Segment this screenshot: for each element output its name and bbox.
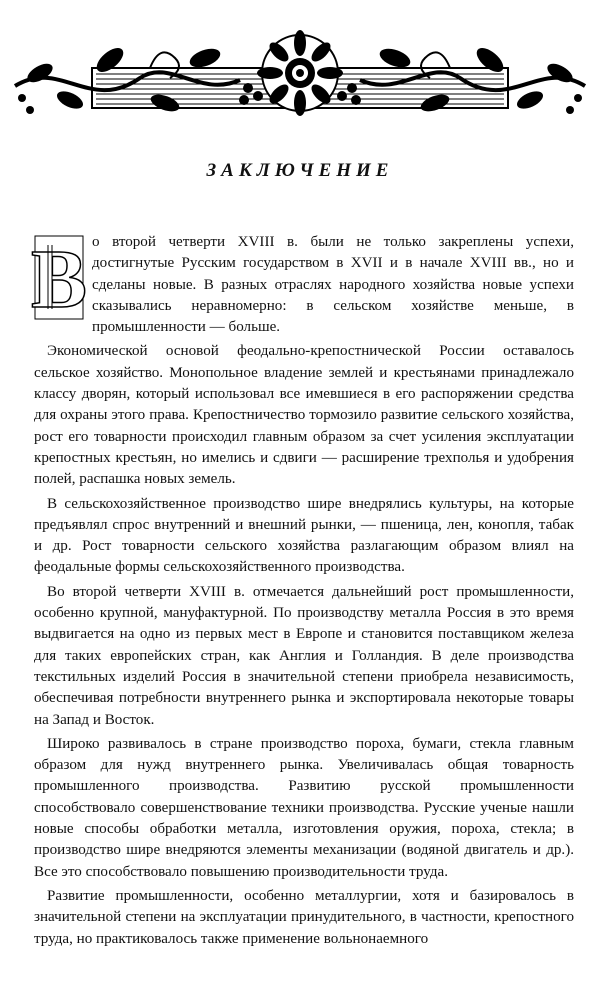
paragraph bbox=[30, 232, 574, 338]
document-body bbox=[30, 232, 574, 953]
paragraph-text: о второй четверти XVIII в. были не только закреплены успехи, достигнутые Русским государством в XVII и в начале XVIII вв., но и сделаны новые. В разных отраслях народного хозяйства новые успехи сказывались неравномерно: в сельском хозяйстве меньше, в промышленности — больше. bbox=[92, 234, 574, 336]
page-title: ЗАКЛЮЧЕНИЕ bbox=[206, 160, 394, 181]
drop-cap bbox=[30, 233, 88, 326]
paragraph: В сельскохозяйственное производство шире внедрялись культуры, на которые предъявлял спрос внутренний и внешний рынки, — пшеница, лен, конопля, табак и др. Рост товарности сельского хозяйства разлагающим образом влиял на феодальные формы сельскохозяйственного производства. bbox=[34, 495, 574, 576]
paragraph: Во второй четверти XVIII в. отмечается дальнейший рост промышленности, особенно крупной, мануфактурной. По производству металла Россия в это время выдвигается на одно из первых мест в Европе и становится поставщиком железа для таких европейских стран, как Англия и Голландия. В деле производства текстильных изделий Россия в значительной степени приобрела независимость, обеспечивая потребности внутреннего рынка и экспортировала некоторые товары на Запад и Восток. bbox=[34, 583, 574, 728]
drop-cap-letter: В bbox=[30, 233, 88, 326]
decorative-floral-header bbox=[0, 18, 600, 126]
paragraph: Широко развивалось в стране производство пороха, бумаги, стекла главным образом для нужд внутреннего рынка. Увеличивалась общая товарность промышленного производства. Развитию русской промышленности способствовало совершенствование техники производства. Русские ученые нашли новые способы обработки металла, изготовления оружия, пороха, стекла; в производство шире внедряются элементы механизации (водяной двигатель и др.). Все это способствовало повышению производительности труда. bbox=[34, 735, 574, 880]
paragraph: Экономической основой феодально-крепостнической России оставалось сельское хозяйство. Монопольное владение землей и крестьянами принадлежало классу дворян, который использовал все имевшиеся в его распоряжении средства для охраны этого права. Крепостничество тормозило развитие сельского хозяйства, рост его товарности происходил главным образом за счет усиления эксплуатации крепостных крестьян, но имелись и сдвиги — расширение трехполья и удобрения полей, распашка новых земель. bbox=[34, 343, 574, 488]
paragraph: Развитие промышленности, особенно металлургии, хотя и базировалось в значительной степени на эксплуатации принудительного, в частности, крепостного труда, но практиковалось также применение вольнонаемного bbox=[34, 887, 574, 947]
